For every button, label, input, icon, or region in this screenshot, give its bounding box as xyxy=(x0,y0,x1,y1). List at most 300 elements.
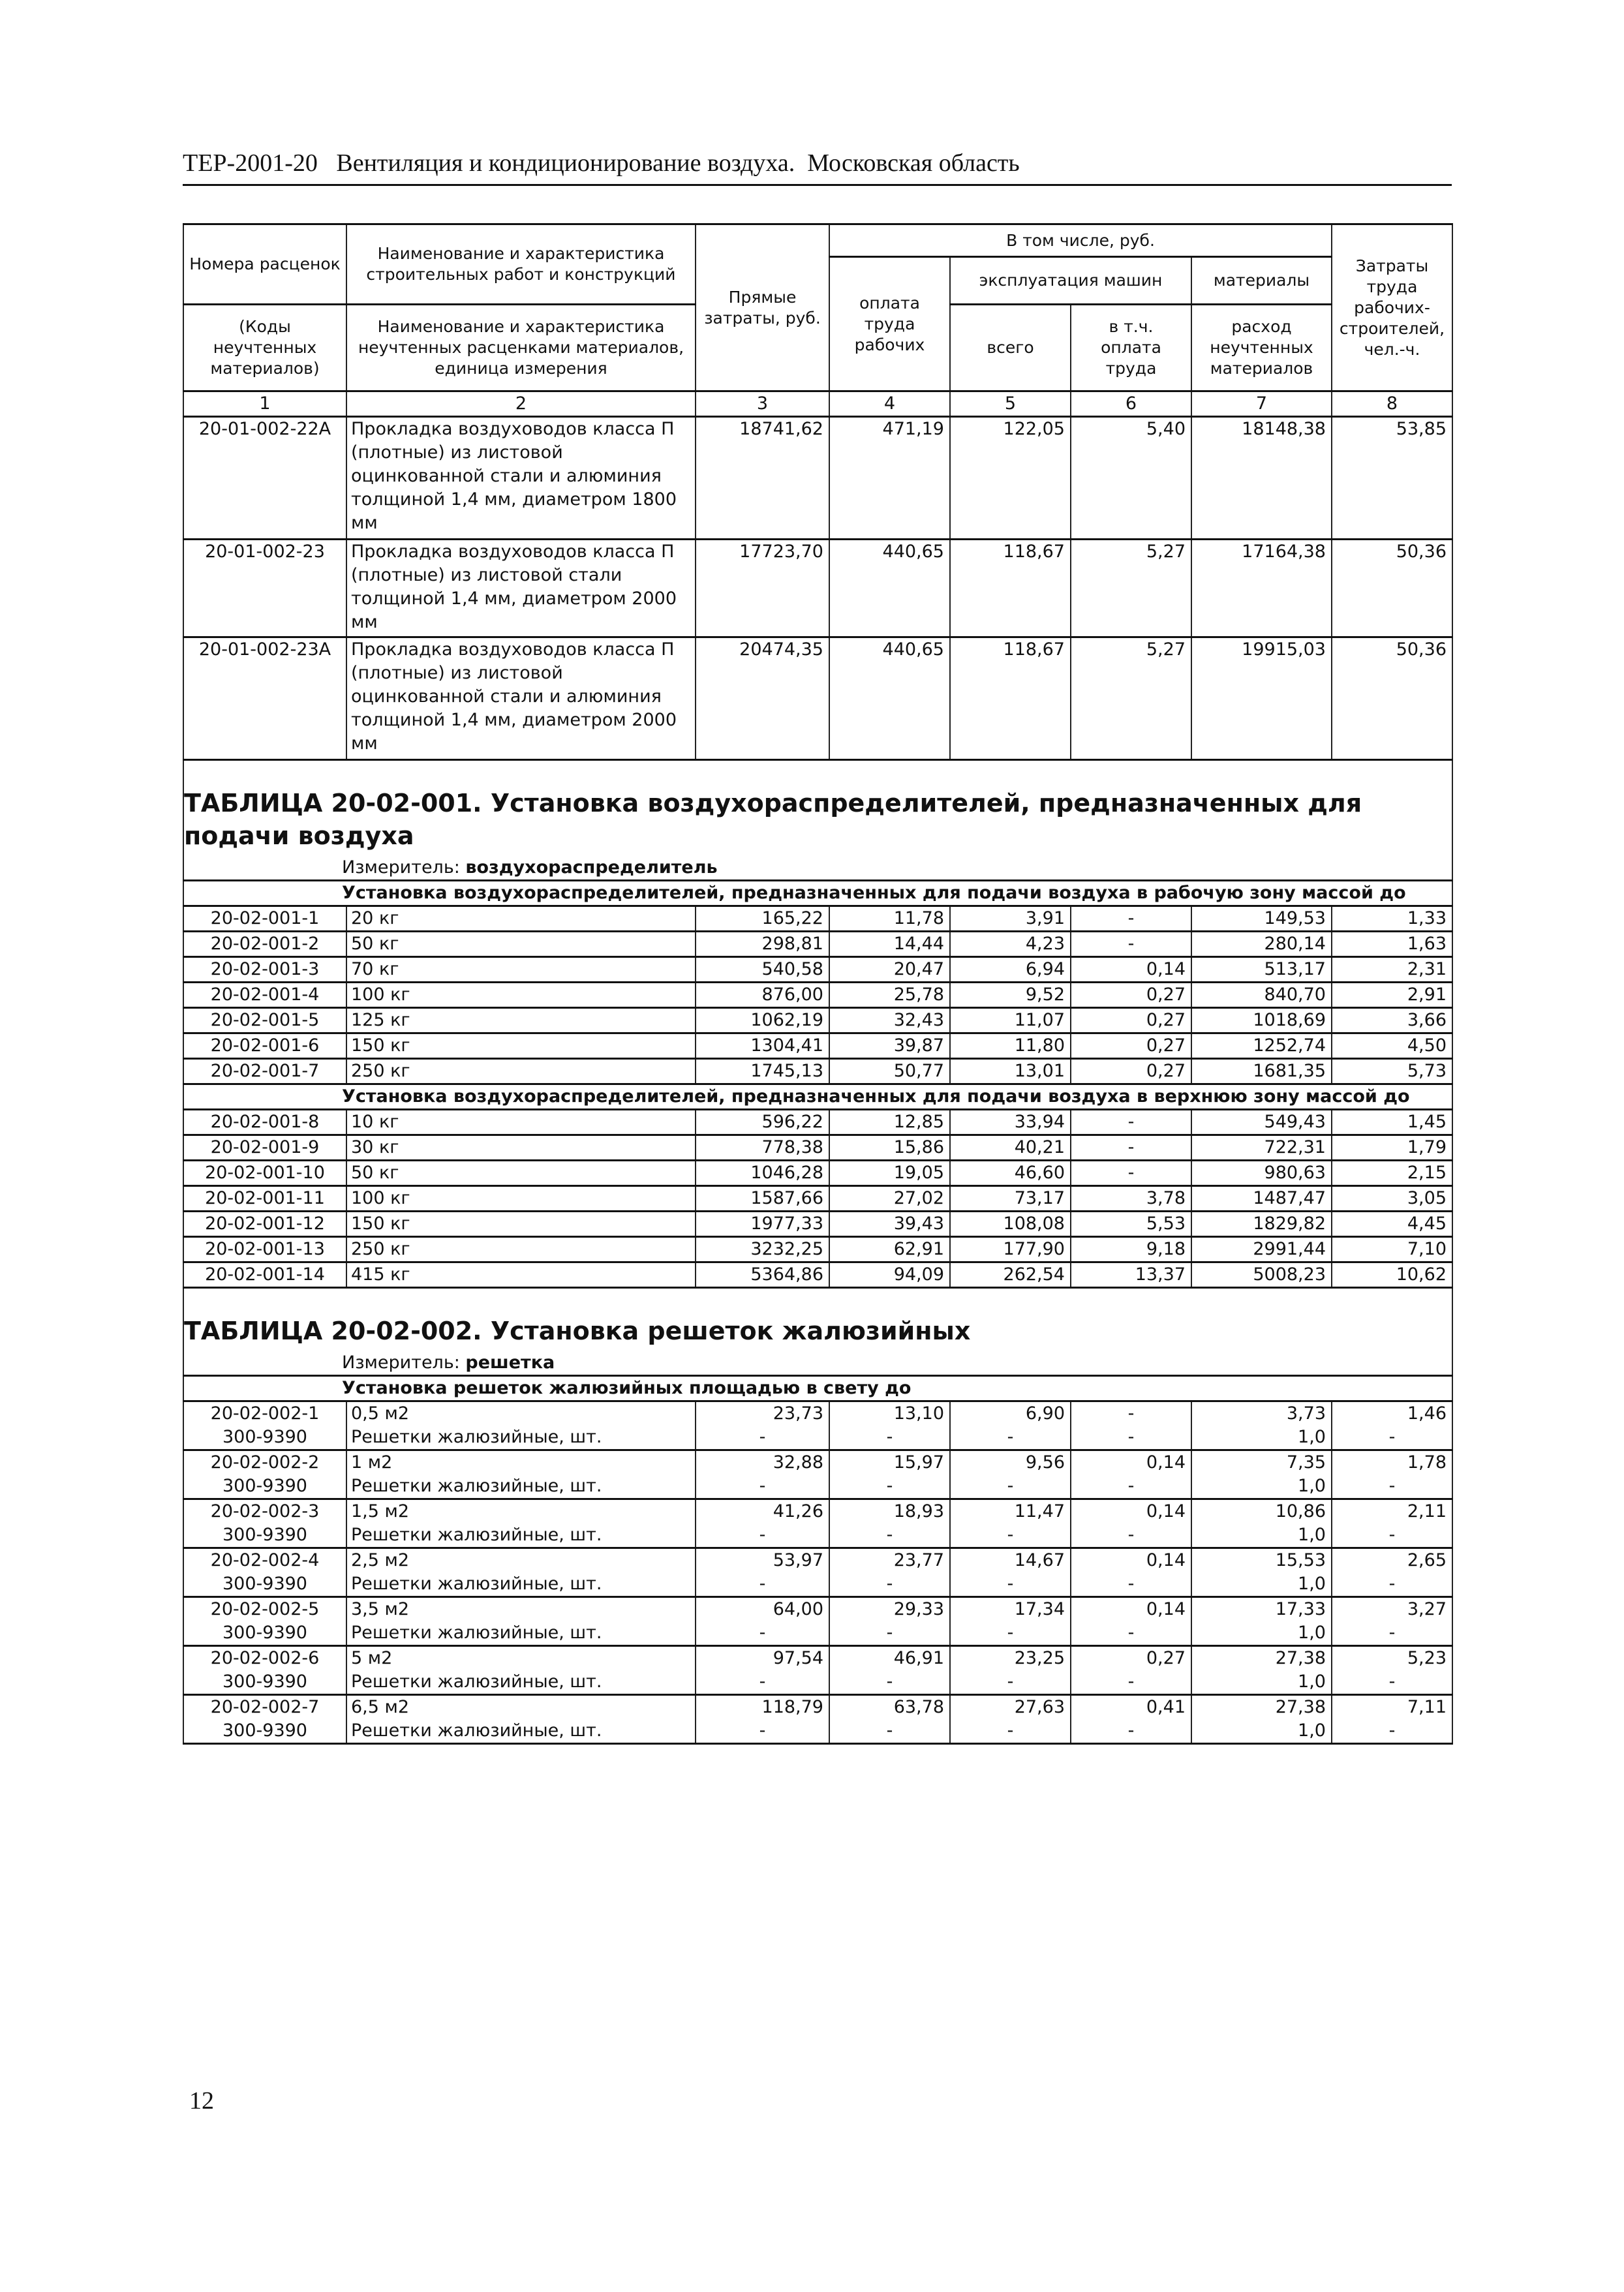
machines-total: - xyxy=(950,1523,1071,1548)
rate-code: 20-02-002-1 xyxy=(183,1401,346,1426)
labor-pay: 50,77 xyxy=(829,1059,950,1084)
machines-labor: - xyxy=(1071,1401,1191,1426)
materials-consumption: 1,0 xyxy=(1191,1426,1332,1450)
col-header-materials: материалы xyxy=(1191,257,1332,305)
material-description: Решетки жалюзийные, шт. xyxy=(346,1426,696,1450)
materials: 19915,03 xyxy=(1191,637,1332,760)
machines-total: 13,01 xyxy=(950,1059,1071,1084)
col-number: 8 xyxy=(1332,391,1452,417)
rate-code: 20-02-001-10 xyxy=(183,1161,346,1186)
direct-costs: 1977,33 xyxy=(696,1212,829,1237)
table-row xyxy=(183,1499,1452,1524)
labor-hours: 5,23 xyxy=(1332,1646,1452,1671)
materials: 10,86 xyxy=(1191,1499,1332,1524)
materials: 27,38 xyxy=(1191,1695,1332,1720)
machines-total: 27,63 xyxy=(950,1695,1071,1720)
machines-total: 11,80 xyxy=(950,1033,1071,1059)
machines-total: - xyxy=(950,1670,1071,1695)
machines-labor: 5,53 xyxy=(1071,1212,1191,1237)
material-code: 300-9390 xyxy=(183,1621,346,1646)
work-description: 50 кг xyxy=(346,932,696,957)
materials-consumption: 1,0 xyxy=(1191,1523,1332,1548)
machines-total: 9,52 xyxy=(950,983,1071,1008)
col-header-labor-hours: Затраты труда рабочих-строителей, чел.-ч. xyxy=(1332,224,1452,391)
direct-costs: 32,88 xyxy=(696,1450,829,1475)
table-001-title-row xyxy=(183,760,1452,857)
col-number: 6 xyxy=(1071,391,1191,417)
machines-labor: - xyxy=(1071,1621,1191,1646)
machines-total: 46,60 xyxy=(950,1161,1071,1186)
material-code: 300-9390 xyxy=(183,1719,346,1744)
work-description: 100 кг xyxy=(346,1186,696,1212)
table-row xyxy=(183,1059,1452,1084)
rate-code: 20-02-002-6 xyxy=(183,1646,346,1671)
table-row xyxy=(183,1161,1452,1186)
table-row xyxy=(183,1110,1452,1135)
machines-labor: - xyxy=(1071,1426,1191,1450)
material-row xyxy=(183,1426,1452,1450)
labor-pay: 14,44 xyxy=(829,932,950,957)
direct-costs: - xyxy=(696,1670,829,1695)
materials: 1681,35 xyxy=(1191,1059,1332,1084)
table-row xyxy=(183,1548,1452,1573)
labor-pay: - xyxy=(829,1475,950,1499)
direct-costs: 18741,62 xyxy=(696,417,829,540)
labor-pay: 23,77 xyxy=(829,1548,950,1573)
machines-labor: 0,14 xyxy=(1071,1499,1191,1524)
table-row xyxy=(183,1401,1452,1426)
material-code: 300-9390 xyxy=(183,1475,346,1499)
table-row xyxy=(183,1646,1452,1671)
machines-labor: 0,14 xyxy=(1071,957,1191,983)
labor-hours: 1,33 xyxy=(1332,906,1452,932)
machines-total: 6,94 xyxy=(950,957,1071,983)
labor-pay: - xyxy=(829,1523,950,1548)
materials: 722,31 xyxy=(1191,1135,1332,1161)
work-description: 250 кг xyxy=(346,1059,696,1084)
work-description: 5 м2 xyxy=(346,1646,696,1671)
machines-labor: - xyxy=(1071,1719,1191,1744)
materials: 513,17 xyxy=(1191,957,1332,983)
labor-pay: 94,09 xyxy=(829,1262,950,1288)
table-row xyxy=(183,417,1452,540)
material-description: Решетки жалюзийные, шт. xyxy=(346,1572,696,1597)
material-row xyxy=(183,1475,1452,1499)
col-header-machines-total: всего xyxy=(950,305,1071,391)
materials: 1829,82 xyxy=(1191,1212,1332,1237)
direct-costs: 1062,19 xyxy=(696,1008,829,1033)
materials: 2991,44 xyxy=(1191,1237,1332,1262)
material-row xyxy=(183,1523,1452,1548)
table-002-group-heading xyxy=(183,1376,1452,1401)
machines-total: 4,23 xyxy=(950,932,1071,957)
group-heading: Установка воздухораспределителей, предназначенных для подачи воздуха в рабочую зону массой до xyxy=(183,881,1452,906)
table-header xyxy=(183,224,1452,417)
table-row xyxy=(183,906,1452,932)
table-row xyxy=(183,932,1452,957)
work-description: 3,5 м2 xyxy=(346,1597,696,1622)
rate-code: 20-02-001-3 xyxy=(183,957,346,983)
direct-costs: 1304,41 xyxy=(696,1033,829,1059)
work-description: 50 кг xyxy=(346,1161,696,1186)
machines-total: - xyxy=(950,1719,1071,1744)
work-description: 70 кг xyxy=(346,957,696,983)
table-row xyxy=(183,1237,1452,1262)
machines-labor: 0,14 xyxy=(1071,1597,1191,1622)
measure-value: решетка xyxy=(465,1352,555,1373)
machines-total: 17,34 xyxy=(950,1597,1071,1622)
col-header-direct-costs: Прямые затраты, руб. xyxy=(696,224,829,391)
labor-pay: - xyxy=(829,1670,950,1695)
direct-costs: - xyxy=(696,1621,829,1646)
machines-total: 14,67 xyxy=(950,1548,1071,1573)
materials: 3,73 xyxy=(1191,1401,1332,1426)
machines-labor: - xyxy=(1071,906,1191,932)
machines-labor: 5,27 xyxy=(1071,637,1191,760)
machines-labor: 0,14 xyxy=(1071,1450,1191,1475)
machines-total: 108,08 xyxy=(950,1212,1071,1237)
rate-code: 20-02-001-4 xyxy=(183,983,346,1008)
rate-code: 20-02-001-8 xyxy=(183,1110,346,1135)
col-header-codes: Номера расценок xyxy=(183,224,346,305)
work-description: Прокладка воздуховодов класса П (плотные) из листовой стали толщиной 1,4 мм, диаметром 2000 мм xyxy=(346,540,696,637)
materials-consumption: 1,0 xyxy=(1191,1621,1332,1646)
labor-pay: 471,19 xyxy=(829,417,950,540)
work-description: 30 кг xyxy=(346,1135,696,1161)
labor-hours: 50,36 xyxy=(1332,637,1452,760)
materials: 149,53 xyxy=(1191,906,1332,932)
materials: 840,70 xyxy=(1191,983,1332,1008)
labor-pay: - xyxy=(829,1426,950,1450)
materials: 1487,47 xyxy=(1191,1186,1332,1212)
materials: 549,43 xyxy=(1191,1110,1332,1135)
rate-code: 20-02-001-9 xyxy=(183,1135,346,1161)
group-heading: Установка решеток жалюзийных площадью в свету до xyxy=(183,1376,1452,1401)
machines-total: 73,17 xyxy=(950,1186,1071,1212)
labor-pay: 15,86 xyxy=(829,1135,950,1161)
machines-labor: - xyxy=(1071,1670,1191,1695)
machines-total: 9,56 xyxy=(950,1450,1071,1475)
machines-total: 11,47 xyxy=(950,1499,1071,1524)
materials-consumption: 1,0 xyxy=(1191,1572,1332,1597)
page-number: 12 xyxy=(189,2087,214,2115)
table-row xyxy=(183,1262,1452,1288)
direct-costs: 20474,35 xyxy=(696,637,829,760)
col-number: 7 xyxy=(1191,391,1332,417)
rate-code: 20-02-001-11 xyxy=(183,1186,346,1212)
machines-total: - xyxy=(950,1572,1071,1597)
labor-pay: - xyxy=(829,1719,950,1744)
direct-costs: 876,00 xyxy=(696,983,829,1008)
direct-costs: 23,73 xyxy=(696,1401,829,1426)
direct-costs: 64,00 xyxy=(696,1597,829,1622)
direct-costs: 540,58 xyxy=(696,957,829,983)
direct-costs: - xyxy=(696,1523,829,1548)
rate-code: 20-02-001-1 xyxy=(183,906,346,932)
col-header-materials-consumption: расход неучтенных материалов xyxy=(1191,305,1332,391)
direct-costs: 5364,86 xyxy=(696,1262,829,1288)
col-header-machines: эксплуатация машин xyxy=(950,257,1191,305)
machines-labor: - xyxy=(1071,1572,1191,1597)
work-description: 415 кг xyxy=(346,1262,696,1288)
col-header-labor-pay: оплата труда рабочих xyxy=(829,257,950,391)
labor-hours: - xyxy=(1332,1523,1452,1548)
material-row xyxy=(183,1621,1452,1646)
group-heading: Установка воздухораспределителей, предназначенных для подачи воздуха в верхнюю зону массой до xyxy=(183,1084,1452,1110)
labor-hours: 7,11 xyxy=(1332,1695,1452,1720)
material-description: Решетки жалюзийные, шт. xyxy=(346,1523,696,1548)
material-code: 300-9390 xyxy=(183,1523,346,1548)
direct-costs: 97,54 xyxy=(696,1646,829,1671)
col-header-material-names: Наименование и характеристика неучтенных расценками материалов, единица измерения xyxy=(346,305,696,391)
machines-labor: 0,27 xyxy=(1071,1646,1191,1671)
table-row xyxy=(183,637,1452,760)
table-row xyxy=(183,540,1452,637)
machines-total: 262,54 xyxy=(950,1262,1071,1288)
labor-pay: 13,10 xyxy=(829,1401,950,1426)
direct-costs: 778,38 xyxy=(696,1135,829,1161)
direct-costs: 118,79 xyxy=(696,1695,829,1720)
machines-labor: 0,41 xyxy=(1071,1695,1191,1720)
direct-costs: 1046,28 xyxy=(696,1161,829,1186)
column-numbers-row xyxy=(183,391,1452,417)
materials: 1018,69 xyxy=(1191,1008,1332,1033)
labor-hours: 53,85 xyxy=(1332,417,1452,540)
materials: 18148,38 xyxy=(1191,417,1332,540)
machines-total: 6,90 xyxy=(950,1401,1071,1426)
material-code: 300-9390 xyxy=(183,1670,346,1695)
table-row xyxy=(183,1597,1452,1622)
labor-pay: 15,97 xyxy=(829,1450,950,1475)
table-row xyxy=(183,1008,1452,1033)
table-001-title: ТАБЛИЦА 20-02-001. Установка воздухораспределителей, предназначенных для подачи воздуха xyxy=(183,760,1452,857)
machines-labor: 0,27 xyxy=(1071,1033,1191,1059)
labor-pay: 19,05 xyxy=(829,1161,950,1186)
work-description: 150 кг xyxy=(346,1212,696,1237)
material-row xyxy=(183,1572,1452,1597)
direct-costs: 3232,25 xyxy=(696,1237,829,1262)
machines-total: 3,91 xyxy=(950,906,1071,932)
rate-code: 20-02-002-2 xyxy=(183,1450,346,1475)
labor-hours: 1,78 xyxy=(1332,1450,1452,1475)
labor-hours: 2,31 xyxy=(1332,957,1452,983)
rate-code: 20-02-002-5 xyxy=(183,1597,346,1622)
work-description: 100 кг xyxy=(346,983,696,1008)
labor-hours: 1,79 xyxy=(1332,1135,1452,1161)
machines-total: 40,21 xyxy=(950,1135,1071,1161)
direct-costs: - xyxy=(696,1475,829,1499)
col-header-machines-labor: в т.ч. оплата труда xyxy=(1071,305,1191,391)
machines-total: - xyxy=(950,1621,1071,1646)
machines-labor: - xyxy=(1071,932,1191,957)
rate-code: 20-02-001-6 xyxy=(183,1033,346,1059)
table-row xyxy=(183,1450,1452,1475)
labor-pay: - xyxy=(829,1572,950,1597)
materials: 15,53 xyxy=(1191,1548,1332,1573)
machines-labor: 0,14 xyxy=(1071,1548,1191,1573)
labor-pay: 39,43 xyxy=(829,1212,950,1237)
labor-hours: - xyxy=(1332,1426,1452,1450)
work-description: Прокладка воздуховодов класса П (плотные) из листовой оцинкованной стали и алюминия толщиной 1,4 мм, диаметром 2000 мм xyxy=(346,637,696,760)
labor-pay: 46,91 xyxy=(829,1646,950,1671)
material-description: Решетки жалюзийные, шт. xyxy=(346,1670,696,1695)
labor-hours: 2,15 xyxy=(1332,1161,1452,1186)
materials: 17164,38 xyxy=(1191,540,1332,637)
rate-code: 20-02-001-2 xyxy=(183,932,346,957)
rate-code: 20-01-002-23 xyxy=(183,540,346,637)
work-description: 0,5 м2 xyxy=(346,1401,696,1426)
labor-pay: 32,43 xyxy=(829,1008,950,1033)
labor-pay: 440,65 xyxy=(829,637,950,760)
labor-pay: 29,33 xyxy=(829,1597,950,1622)
table-row xyxy=(183,957,1452,983)
work-description: Прокладка воздуховодов класса П (плотные) из листовой оцинкованной стали и алюминия толщиной 1,4 мм, диаметром 1800 мм xyxy=(346,417,696,540)
labor-pay: - xyxy=(829,1621,950,1646)
table-row xyxy=(183,1212,1452,1237)
machines-labor: - xyxy=(1071,1110,1191,1135)
running-header: ТЕР-2001-20 Вентиляция и кондиционирование воздуха. Московская область xyxy=(183,149,1452,186)
labor-pay: 20,47 xyxy=(829,957,950,983)
labor-hours: 1,46 xyxy=(1332,1401,1452,1426)
rate-code: 20-02-002-4 xyxy=(183,1548,346,1573)
direct-costs: 1587,66 xyxy=(696,1186,829,1212)
labor-hours: 1,63 xyxy=(1332,932,1452,957)
machines-labor: - xyxy=(1071,1523,1191,1548)
materials-consumption: 1,0 xyxy=(1191,1670,1332,1695)
material-code: 300-9390 xyxy=(183,1426,346,1450)
table-row xyxy=(183,1135,1452,1161)
col-number: 5 xyxy=(950,391,1071,417)
table-002-title: ТАБЛИЦА 20-02-002. Установка решеток жалюзийных xyxy=(183,1288,1452,1352)
material-code: 300-9390 xyxy=(183,1572,346,1597)
labor-hours: 3,05 xyxy=(1332,1186,1452,1212)
labor-hours: 4,45 xyxy=(1332,1212,1452,1237)
col-header-works: Наименование и характеристика строительных работ и конструкций xyxy=(346,224,696,305)
machines-total: 11,07 xyxy=(950,1008,1071,1033)
material-row xyxy=(183,1719,1452,1744)
labor-pay: 62,91 xyxy=(829,1237,950,1262)
table-row xyxy=(183,983,1452,1008)
table-001-group1-heading xyxy=(183,881,1452,906)
price-table xyxy=(183,223,1453,1745)
machines-total: - xyxy=(950,1475,1071,1499)
table-row xyxy=(183,1186,1452,1212)
machines-total: 118,67 xyxy=(950,637,1071,760)
labor-pay: 63,78 xyxy=(829,1695,950,1720)
col-number: 1 xyxy=(183,391,346,417)
machines-total: 122,05 xyxy=(950,417,1071,540)
rate-code: 20-02-001-13 xyxy=(183,1237,346,1262)
labor-hours: 10,62 xyxy=(1332,1262,1452,1288)
labor-hours: 7,10 xyxy=(1332,1237,1452,1262)
material-description: Решетки жалюзийные, шт. xyxy=(346,1621,696,1646)
machines-labor: 5,40 xyxy=(1071,417,1191,540)
materials: 27,38 xyxy=(1191,1646,1332,1671)
labor-pay: 25,78 xyxy=(829,983,950,1008)
direct-costs: 596,22 xyxy=(696,1110,829,1135)
work-description: 1,5 м2 xyxy=(346,1499,696,1524)
table-body xyxy=(183,417,1452,1744)
work-description: 10 кг xyxy=(346,1110,696,1135)
machines-labor: - xyxy=(1071,1161,1191,1186)
rate-code: 20-02-002-3 xyxy=(183,1499,346,1524)
work-description: 20 кг xyxy=(346,906,696,932)
materials: 17,33 xyxy=(1191,1597,1332,1622)
labor-hours: 3,27 xyxy=(1332,1597,1452,1622)
table-row xyxy=(183,1033,1452,1059)
direct-costs: 53,97 xyxy=(696,1548,829,1573)
labor-pay: 39,87 xyxy=(829,1033,950,1059)
machines-total: 118,67 xyxy=(950,540,1071,637)
labor-pay: 18,93 xyxy=(829,1499,950,1524)
rate-code: 20-01-002-22А xyxy=(183,417,346,540)
machines-labor: - xyxy=(1071,1475,1191,1499)
labor-hours: 3,66 xyxy=(1332,1008,1452,1033)
direct-costs: 298,81 xyxy=(696,932,829,957)
materials-consumption: 1,0 xyxy=(1191,1475,1332,1499)
material-description: Решетки жалюзийные, шт. xyxy=(346,1475,696,1499)
machines-total: 23,25 xyxy=(950,1646,1071,1671)
measure-label: Измеритель: xyxy=(342,857,466,878)
labor-pay: 11,78 xyxy=(829,906,950,932)
col-number: 2 xyxy=(346,391,696,417)
measure-value: воздухораспределитель xyxy=(465,857,718,878)
rate-code: 20-02-001-5 xyxy=(183,1008,346,1033)
machines-labor: 5,27 xyxy=(1071,540,1191,637)
work-description: 250 кг xyxy=(346,1237,696,1262)
labor-hours: 50,36 xyxy=(1332,540,1452,637)
table-002-measure-row xyxy=(183,1351,1452,1376)
col-number: 4 xyxy=(829,391,950,417)
labor-hours: 1,45 xyxy=(1332,1110,1452,1135)
work-description: 6,5 м2 xyxy=(346,1695,696,1720)
materials-consumption: 1,0 xyxy=(1191,1719,1332,1744)
labor-pay: 12,85 xyxy=(829,1110,950,1135)
work-description: 150 кг xyxy=(346,1033,696,1059)
table-002-title-row xyxy=(183,1288,1452,1352)
machines-labor: 0,27 xyxy=(1071,983,1191,1008)
labor-hours: 2,91 xyxy=(1332,983,1452,1008)
direct-costs: - xyxy=(696,1572,829,1597)
rate-code: 20-01-002-23А xyxy=(183,637,346,760)
machines-labor: 13,37 xyxy=(1071,1262,1191,1288)
materials: 280,14 xyxy=(1191,932,1332,957)
work-description: 125 кг xyxy=(346,1008,696,1033)
materials: 980,63 xyxy=(1191,1161,1332,1186)
labor-hours: - xyxy=(1332,1719,1452,1744)
col-header-material-codes: (Коды неучтенных материалов) xyxy=(183,305,346,391)
labor-pay: 440,65 xyxy=(829,540,950,637)
machines-labor: 0,27 xyxy=(1071,1059,1191,1084)
direct-costs: 17723,70 xyxy=(696,540,829,637)
machines-total: 33,94 xyxy=(950,1110,1071,1135)
direct-costs: - xyxy=(696,1426,829,1450)
labor-hours: - xyxy=(1332,1572,1452,1597)
direct-costs: 41,26 xyxy=(696,1499,829,1524)
labor-hours: 5,73 xyxy=(1332,1059,1452,1084)
rate-code: 20-02-001-7 xyxy=(183,1059,346,1084)
machines-labor: 0,27 xyxy=(1071,1008,1191,1033)
measure-label: Измеритель: xyxy=(342,1352,466,1373)
machines-total: 177,90 xyxy=(950,1237,1071,1262)
table-row xyxy=(183,1695,1452,1720)
direct-costs: 165,22 xyxy=(696,906,829,932)
rate-code: 20-02-001-14 xyxy=(183,1262,346,1288)
materials: 1252,74 xyxy=(1191,1033,1332,1059)
machines-total: - xyxy=(950,1426,1071,1450)
materials: 7,35 xyxy=(1191,1450,1332,1475)
rate-code: 20-02-002-7 xyxy=(183,1695,346,1720)
